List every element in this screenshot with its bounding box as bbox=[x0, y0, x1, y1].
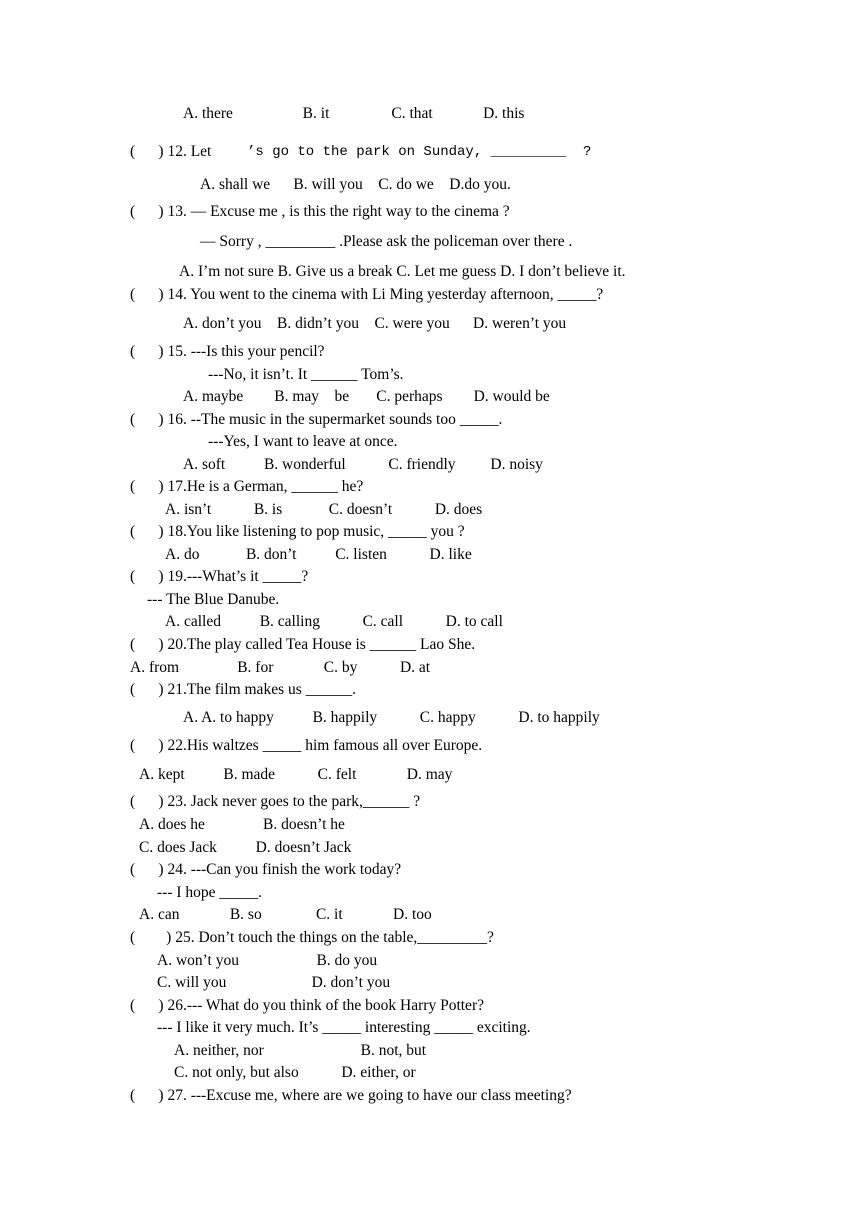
q24-reply: --- I hope _____. bbox=[157, 884, 263, 901]
q15-options: A. maybe B. may be C. perhaps D. would be bbox=[183, 388, 550, 405]
l-11-options: A. there B. it C. that D. this bbox=[183, 105, 525, 122]
q12-stem-tail: ’s go to the park on Sunday, _________ ? bbox=[247, 144, 592, 160]
q21-stem: ( ) 21.The film makes us ______. bbox=[130, 681, 357, 698]
q23-options-row1: A. does he B. doesn’t he bbox=[139, 816, 345, 833]
q25-stem: ( ) 25. Don’t touch the things on the table,_________? bbox=[130, 929, 494, 946]
q23-options-row2: C. does Jack D. doesn’t Jack bbox=[139, 839, 352, 856]
q23-stem: ( ) 23. Jack never goes to the park,______ ? bbox=[130, 793, 421, 810]
q12-stem: ( ) 12. Let bbox=[130, 143, 212, 160]
q18-options: A. do B. don’t C. listen D. like bbox=[165, 546, 472, 563]
q19-reply: --- The Blue Danube. bbox=[147, 591, 280, 608]
q15-reply: ---No, it isn’t. It ______ Tom’s. bbox=[208, 366, 404, 383]
q24-options: A. can B. so C. it D. too bbox=[139, 906, 432, 923]
q15-stem: ( ) 15. ---Is this your pencil? bbox=[130, 343, 325, 360]
q14-options: A. don’t you B. didn’t you C. were you D. weren’t you bbox=[183, 315, 567, 332]
q13-stem: ( ) 13. — Excuse me , is this the right way to the cinema ? bbox=[130, 203, 510, 220]
q26-options-row2: C. not only, but also D. either, or bbox=[174, 1064, 416, 1081]
q16-options: A. soft B. wonderful C. friendly D. noisy bbox=[183, 456, 543, 473]
q17-options: A. isn’t B. is C. doesn’t D. does bbox=[165, 501, 483, 518]
q20-options: A. from B. for C. by D. at bbox=[130, 659, 431, 676]
q26-options-row1: A. neither, nor B. not, but bbox=[174, 1042, 427, 1059]
q16-stem: ( ) 16. --The music in the supermarket sounds too _____. bbox=[130, 411, 503, 428]
q22-stem: ( ) 22.His waltzes _____ him famous all over Europe. bbox=[130, 737, 483, 754]
q24-stem: ( ) 24. ---Can you finish the work today? bbox=[130, 861, 402, 878]
q25-options-row2: C. will you D. don’t you bbox=[157, 974, 391, 991]
q14-stem: ( ) 14. You went to the cinema with Li Ming yesterday afternoon, _____? bbox=[130, 286, 604, 303]
q19-stem: ( ) 19.---What’s it _____? bbox=[130, 568, 309, 585]
q18-stem: ( ) 18.You like listening to pop music, _____ you ? bbox=[130, 523, 465, 540]
q26-reply: --- I like it very much. It’s _____ interesting _____ exciting. bbox=[157, 1019, 531, 1036]
q13-reply: — Sorry , _________ .Please ask the policeman over there . bbox=[200, 233, 573, 250]
q17-stem: ( ) 17.He is a German, ______ he? bbox=[130, 478, 364, 495]
q13-options: A. I’m not sure B. Give us a break C. Let me guess D. I don’t believe it. bbox=[179, 263, 626, 280]
q19-options: A. called B. calling C. call D. to call bbox=[165, 613, 503, 630]
q20-stem: ( ) 20.The play called Tea House is ______ Lao She. bbox=[130, 636, 476, 653]
q12-options: A. shall we B. will you C. do we D.do you. bbox=[200, 176, 511, 193]
q21-options: A. A. to happy B. happily C. happy D. to happily bbox=[183, 709, 600, 726]
q25-options-row1: A. won’t you B. do you bbox=[157, 952, 378, 969]
q16-reply: ---Yes, I want to leave at once. bbox=[208, 433, 398, 450]
q26-stem: ( ) 26.--- What do you think of the book Harry Potter? bbox=[130, 997, 484, 1014]
q27-stem: ( ) 27. ---Excuse me, where are we going to have our class meeting? bbox=[130, 1087, 572, 1104]
q22-options: A. kept B. made C. felt D. may bbox=[139, 766, 453, 783]
